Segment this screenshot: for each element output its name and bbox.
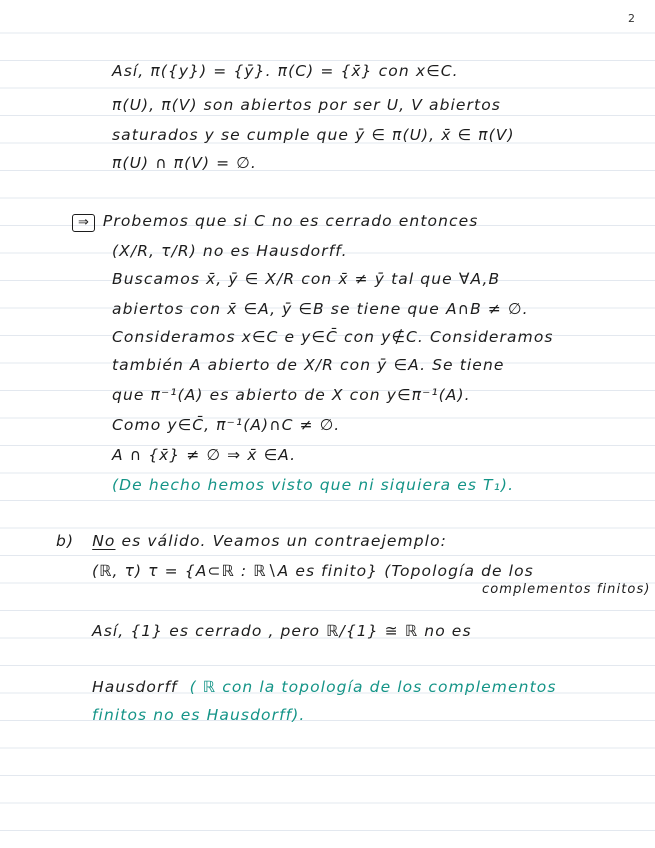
page-number: 2 xyxy=(628,12,635,25)
no-underlined: No xyxy=(92,532,116,550)
teal-note: ( ℝ con la topología de los complementos xyxy=(189,678,557,696)
text-line-b2: (ℝ, τ) τ = {A⊂ℝ : ℝ∖A es finito} (Topología de los xyxy=(92,562,534,580)
text-line-b3: complementos finitos) xyxy=(482,582,651,597)
text-line-c8: Como y∈C̄, π⁻¹(A)∩C ≠ ∅. xyxy=(112,416,341,434)
text-line-c7: que π⁻¹(A) es abierto de X con y∈π⁻¹(A). xyxy=(112,386,471,404)
text-line-a4: π(U) ∩ π(V) = ∅. xyxy=(112,154,257,172)
text-line-b1 xyxy=(56,532,447,550)
text-line-c6: también A abierto de X/R con ȳ ∈A. Se tiene xyxy=(112,356,505,374)
text-line-c3: Buscamos x̄, ȳ ∈ X/R con x̄ ≠ ȳ tal que ∀A,B xyxy=(112,270,501,288)
text-line-a2: π(U), π(V) son abiertos por ser U, V abiertos xyxy=(112,96,501,114)
text-span: es válido. Veamos un contraejemplo: xyxy=(115,532,447,550)
text-line-a1: Así, π({y}) = {ȳ}. π(C) = {x̄} con x∈C. xyxy=(112,62,459,80)
text-line-a3: saturados y se cumple que ȳ ∈ π(U), x̄ ∈ π(V) xyxy=(112,126,515,144)
text-line-note: (De hecho hemos visto que ni siquiera es T₁). xyxy=(112,476,515,494)
text-line-c1 xyxy=(72,212,478,232)
implication-arrow-box: ⇒ xyxy=(72,214,95,232)
text-line-b6: finitos no es Hausdorff). xyxy=(92,706,306,724)
text-line-c9: A ∩ {x̄} ≠ ∅ ⇒ x̄ ∈A. xyxy=(112,446,297,464)
text-line-c4: abiertos con x̄ ∈A, ȳ ∈B se tiene que A∩B ≠ ∅. xyxy=(112,300,529,318)
text-line-c5: Consideramos x∈C e y∈C̄ con y∉C. Consideramos xyxy=(112,328,554,346)
text-line-b4: Así, {1} es cerrado , pero ℝ/{1} ≅ ℝ no es xyxy=(92,622,472,640)
part-label: b) xyxy=(56,532,75,550)
text-span: Hausdorff xyxy=(92,678,178,696)
text-line-b5 xyxy=(92,678,557,696)
text-line-c2: (X/R, τ/R) no es Hausdorff. xyxy=(112,242,348,260)
text-span: Probemos que si C no es cerrado entonces xyxy=(102,212,479,230)
